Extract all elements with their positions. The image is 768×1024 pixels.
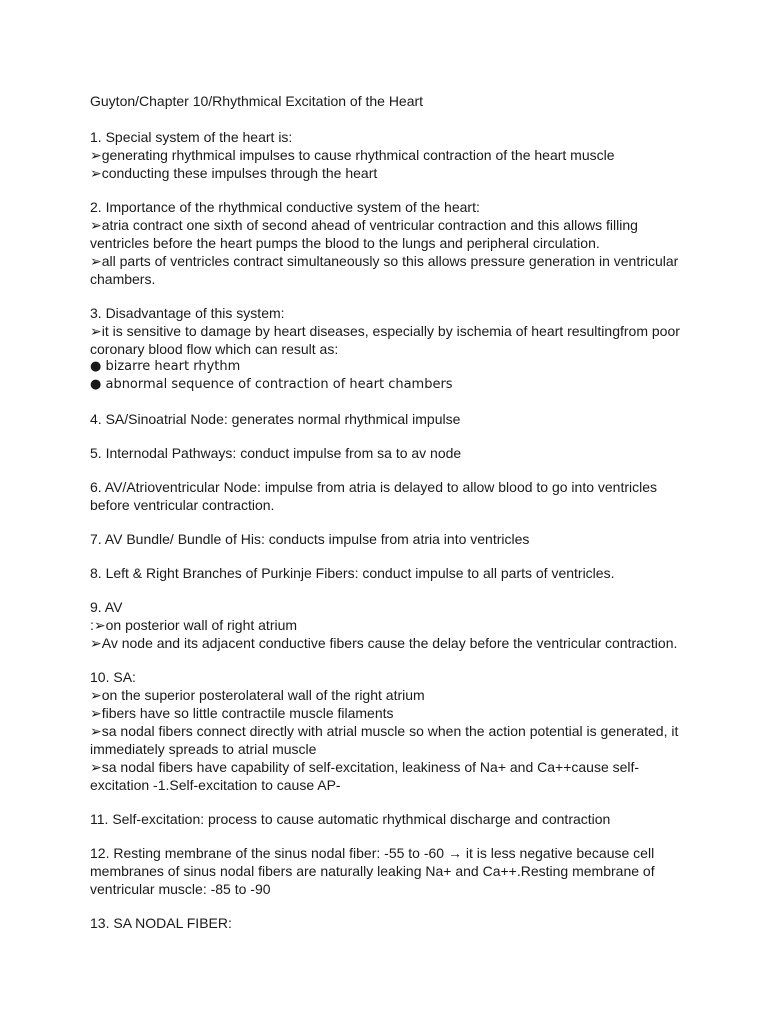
section-line: 5. Internodal Pathways: conduct impulse from sa to av node	[90, 445, 462, 461]
section-1	[90, 128, 690, 182]
document-body	[90, 128, 690, 932]
section-line: ➢generating rhythmical impulses to cause rhythmical contraction of the heart muscle	[90, 147, 615, 163]
section-line: 9. AV	[90, 599, 123, 615]
section-line: coronary blood flow which can result as:	[90, 341, 339, 357]
section-13	[90, 914, 690, 932]
section-line: :➢on posterior wall of right atrium	[90, 617, 298, 633]
section-11	[90, 810, 690, 828]
section-line: ➢sa nodal fibers connect directly with atrial muscle so when the action potential is generated, it	[90, 723, 679, 739]
section-line: 13. SA NODAL FIBER:	[90, 915, 232, 931]
section-4	[90, 410, 690, 428]
section-line: immediately spreads to atrial muscle	[90, 741, 317, 757]
section-line: ➢Av node and its adjacent conductive fibers cause the delay before the ventricular contraction.	[90, 635, 678, 651]
section-line: 8. Left & Right Branches of Purkinje Fibers: conduct impulse to all parts of ventricles.	[90, 565, 615, 581]
section-line: 2. Importance of the rhythmical conductive system of the heart:	[90, 199, 480, 215]
section-line: 6. AV/Atrioventricular Node: impulse from atria is delayed to allow blood to go into ventricles	[90, 479, 658, 495]
section-line: excitation -1.Self-excitation to cause AP-	[90, 777, 341, 793]
bullet-item: ● bizarre heart rhythm	[90, 359, 241, 374]
section-line: ➢sa nodal fibers have capability of self-excitation, leakiness of Na+ and Ca++cause self-	[90, 759, 640, 775]
section-line: ➢it is sensitive to damage by heart diseases, especially by ischemia of heart resultingfrom poor	[90, 323, 680, 339]
section-line: chambers.	[90, 271, 156, 287]
section-line: membranes of sinus nodal fibers are naturally leaking Na+ and Ca++.Resting membrane of	[90, 863, 655, 879]
section-12	[90, 844, 690, 898]
bullet-item: ● abnormal sequence of contraction of heart chambers	[90, 377, 453, 392]
section-line: ➢conducting these impulses through the heart	[90, 165, 378, 181]
section-10	[90, 668, 690, 794]
section-line: 12. Resting membrane of the sinus nodal fiber: -55 to -60 → it is less negative because cell	[90, 845, 655, 861]
document-title: Guyton/Chapter 10/Rhythmical Excitation of the Heart	[90, 93, 424, 109]
document-page	[90, 92, 690, 948]
section-line: before ventricular contraction.	[90, 497, 275, 513]
section-7	[90, 530, 690, 548]
section-3	[90, 304, 690, 394]
section-5	[90, 444, 690, 462]
section-line: 4. SA/Sinoatrial Node: generates normal rhythmical impulse	[90, 411, 461, 427]
section-line: 11. Self-excitation: process to cause automatic rhythmical discharge and contraction	[90, 811, 611, 827]
section-8	[90, 564, 690, 582]
section-line: ventricular muscle: -85 to -90	[90, 881, 271, 897]
section-line: 1. Special system of the heart is:	[90, 129, 293, 145]
section-line: ➢on the superior posterolateral wall of the right atrium	[90, 687, 425, 703]
section-line: 10. SA:	[90, 669, 136, 685]
section-line: 3. Disadvantage of this system:	[90, 305, 285, 321]
section-2	[90, 198, 690, 288]
section-line: ➢atria contract one sixth of second ahead of ventricular contraction and this allows filling	[90, 217, 638, 233]
section-line: ventricles before the heart pumps the blood to the lungs and peripheral circulation.	[90, 235, 600, 251]
section-line: ➢all parts of ventricles contract simultaneously so this allows pressure generation in ventricular	[90, 253, 679, 269]
section-line: ➢fibers have so little contractile muscle filaments	[90, 705, 394, 721]
section-line: 7. AV Bundle/ Bundle of His: conducts impulse from atria into ventricles	[90, 531, 530, 547]
section-6	[90, 478, 690, 514]
section-9	[90, 598, 690, 652]
